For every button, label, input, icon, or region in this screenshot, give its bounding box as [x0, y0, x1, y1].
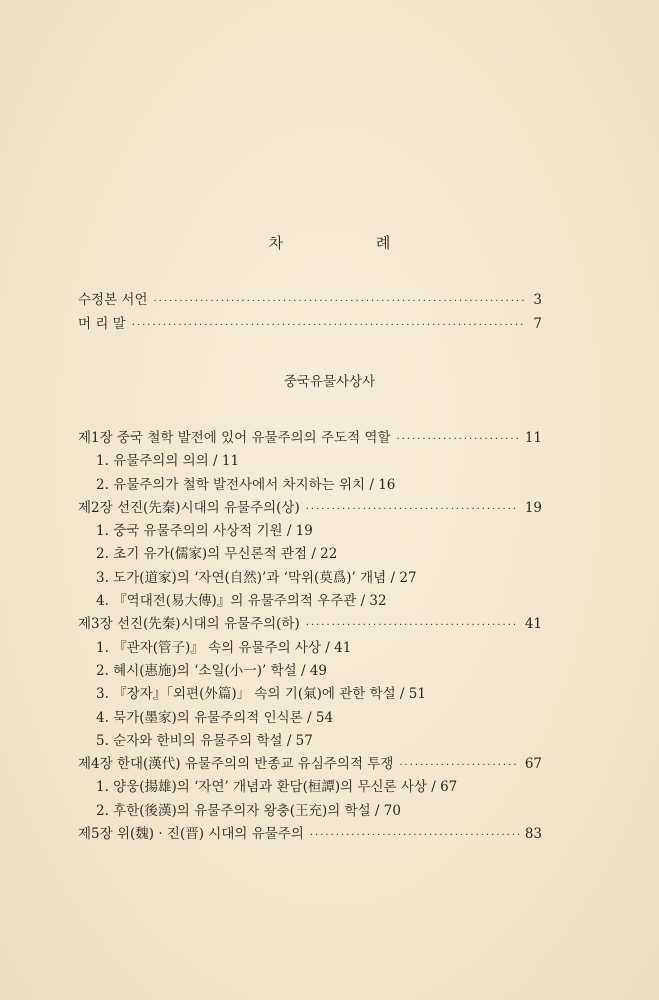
chapter-entry[interactable]	[78, 497, 542, 520]
chapter-entry[interactable]	[78, 753, 542, 776]
entry-label: 2. 유물주의가 철학 발전사에서 차지하는 위치 / 16	[96, 476, 396, 493]
toc-title: 차 례	[268, 234, 435, 252]
entry-label: 제2장 선진(先秦)시대의 유물주의(상)	[78, 499, 300, 516]
entry-label: 2. 초기 유가(儒家)의 무신론적 관점 / 22	[96, 546, 338, 563]
subsection-entry[interactable]	[78, 683, 542, 706]
subsection-entry[interactable]	[78, 800, 542, 823]
subsection-entry[interactable]	[78, 637, 542, 660]
entry-label: 3. 도가(道家)의 ‘자연(自然)’과 ‘막위(莫爲)’ 개념 / 27	[96, 569, 417, 586]
subsection-entry[interactable]	[78, 730, 542, 753]
leader-dots	[132, 314, 526, 338]
entry-label: 4. 『역대전(易大傳)』의 유물주의적 우주관 / 32	[96, 593, 387, 610]
entry-label: 3. 『장자』「외편(外篇)」 속의 기(氣)에 관한 학설 / 51	[96, 686, 426, 703]
entry-label: 제4장 한대(漢代) 유물주의의 반종교 유심주의적 투쟁	[78, 756, 394, 773]
entry-page: 67	[524, 756, 542, 773]
chapter-entry[interactable]	[78, 613, 542, 636]
leader-dots	[310, 824, 519, 847]
entry-label: 제3장 선진(先秦)시대의 유물주의(하)	[78, 616, 300, 633]
entry-label: 1. 유물주의의 의의 / 11	[96, 453, 240, 470]
entry-label: 5. 순자와 한비의 유물주의 학설 / 57	[96, 732, 313, 749]
entry-page: 83	[524, 826, 542, 843]
entry-label: 4. 묵가(墨家)의 유물주의적 인식론 / 54	[96, 709, 334, 726]
entry-label: 1. 중국 유물주의의 사상적 기원 / 19	[96, 523, 313, 540]
chapter-entry[interactable]	[78, 823, 542, 846]
entry-page: 11	[524, 430, 542, 446]
entry-page: 19	[524, 499, 542, 516]
section-heading: 중국유물사상사	[283, 374, 376, 390]
entry-label: 1. 『관자(管子)』 속의 유물주의 사상 / 41	[96, 639, 352, 656]
toc-entry[interactable]	[78, 288, 542, 312]
subsection-entry[interactable]	[78, 474, 542, 497]
subsection-entry[interactable]	[78, 450, 542, 473]
subsection-entry[interactable]	[78, 567, 542, 590]
leader-dots	[399, 754, 518, 777]
chapter-list	[78, 427, 542, 846]
leader-dots	[397, 428, 519, 451]
entry-page: 41	[524, 616, 542, 633]
subsection-entry[interactable]	[78, 520, 542, 543]
subsection-entry[interactable]	[78, 543, 542, 566]
leader-dots	[154, 290, 527, 314]
entry-label: 2. 혜시(惠施)의 ‘소일(小一)’ 학설 / 49	[96, 662, 327, 679]
entry-label: 제5장 위(魏) · 진(晋) 시대의 유물주의	[78, 826, 304, 843]
entry-label: 수정본 서언	[78, 292, 148, 308]
toc-entry[interactable]	[78, 312, 542, 336]
subsection-entry[interactable]	[78, 776, 542, 799]
entry-label: 제1장 중국 철학 발전에 있어 유물주의의 주도적 역할	[78, 430, 391, 446]
front-matter-list	[78, 288, 542, 336]
subsection-entry[interactable]	[78, 590, 542, 613]
entry-label: 2. 후한(後漢)의 유물주의자 왕충(王充)의 학설 / 70	[96, 802, 401, 819]
chapter-entry[interactable]	[78, 427, 542, 450]
leader-dots	[306, 614, 519, 637]
leader-dots	[306, 498, 519, 521]
entry-label: 머 리 말	[78, 316, 126, 332]
subsection-entry[interactable]	[78, 707, 542, 730]
entry-label: 1. 양웅(揚雄)의 ‘자연’ 개념과 환담(桓譚)의 무신론 사상 / 67	[96, 779, 458, 796]
entry-page: 7	[533, 316, 542, 332]
entry-page: 3	[533, 292, 542, 308]
subsection-entry[interactable]	[78, 660, 542, 683]
